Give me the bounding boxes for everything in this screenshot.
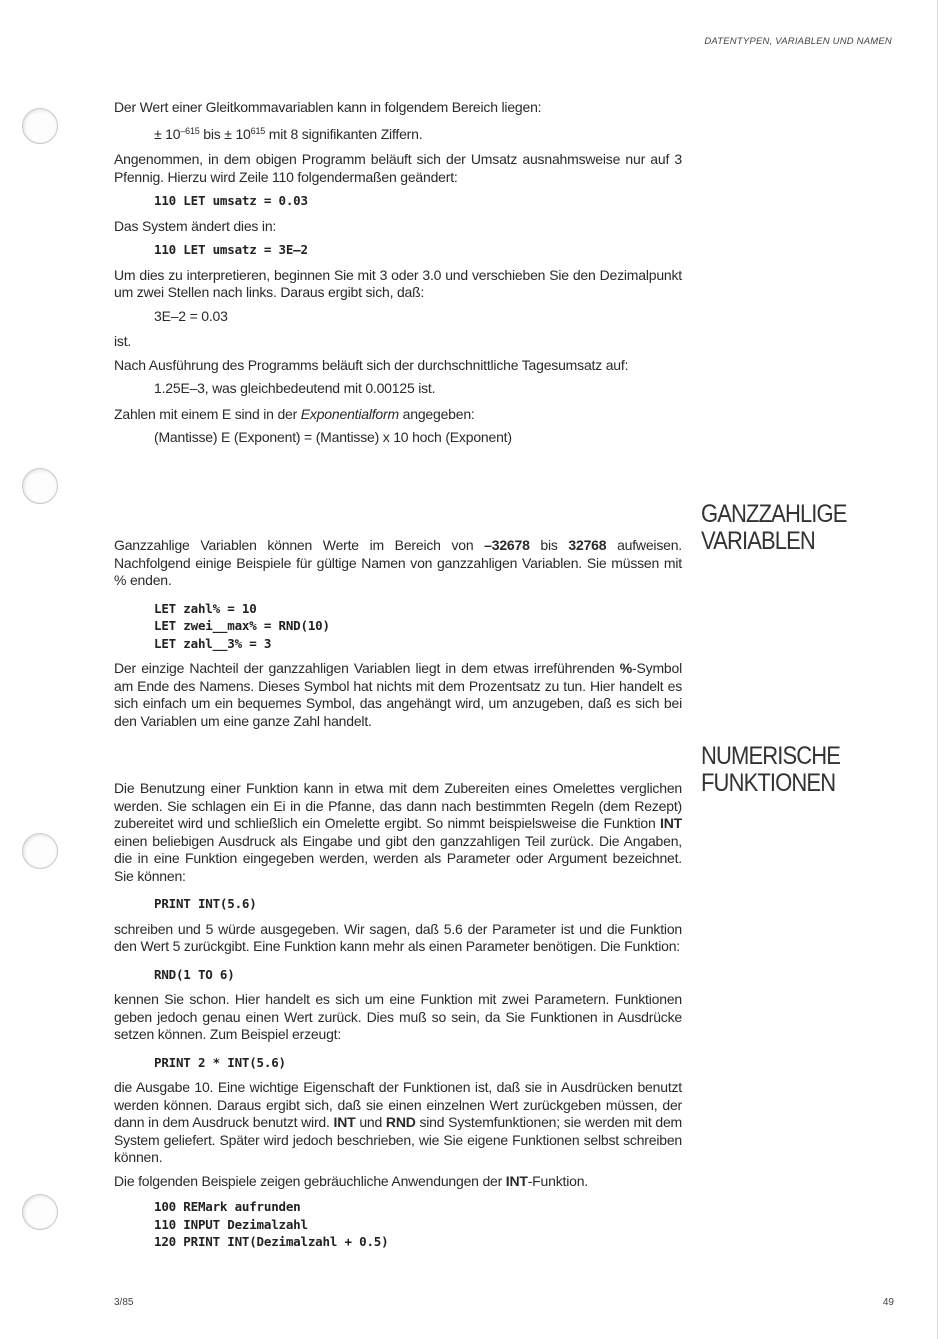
paragraph: ist. [114,333,132,349]
functions-section [114,780,682,1259]
term-exponentialform: Exponentialform [300,405,399,422]
integer-section [114,537,682,736]
code-listing: LET zahl% = 10 LET zwei__max% = RND(10) LET zahl__3% = 3 [154,600,330,651]
footer-date: 3/85 [114,1297,134,1308]
paragraph: Der Wert einer Gleitkommavariablen kann in folgendem Bereich liegen: [114,99,542,115]
float-section [114,99,682,455]
punch-hole-1 [22,108,58,144]
paragraph: Die Benutzung einer Funktion kann in etwa mit dem Zubereiten eines Omelettes verglichen werden. Sie schlagen ein Ei in die Pfanne, das dann nach bestimmten Regeln (dem Rezept) zubereitet wird und schließlich ein Omelette ergibt. So nimmt beispielsweise die Funktion INT einen beliebigen Ausdruck als Eingabe und gibt den ganzzahligen Teil zurück. Die Angaben, die in eine Funktion eingegeben werden, werden als Parameter oder Argument bezeichnet. Sie können: [114,780,682,884]
punch-hole-3 [22,833,58,869]
punch-hole-4 [22,1194,58,1230]
page-edge-line [937,0,938,1339]
paragraph: Die folgenden Beispiele zeigen gebräuchliche Anwendungen der INT-Funktion. [114,1172,588,1189]
punch-hole-2 [22,468,58,504]
paragraph: Zahlen mit einem E sind in der Exponentialform angegeben: [114,405,475,422]
paragraph: Der einzige Nachteil der ganzzahligen Variablen liegt in dem etwas irreführenden %-Symbol am Ende des Namens. Dieses Symbol hat nichts mit dem Prozentsatz zu tun. Hier handelt es sich einfach um ein bequemes Symbol, das angehängt wird, um anzugeben, daß es sich bei den Variablen um eine ganze Zahl handelt. [114,660,682,729]
code-listing: 110 LET umsatz = 3E–2 [154,242,308,257]
equation: 1.25E–3, was gleichbedeutend mit 0.00125 ist. [154,380,436,396]
code-listing: 110 LET umsatz = 0.03 [154,193,308,208]
equation: (Mantisse) E (Exponent) = (Mantisse) x 10 hoch (Exponent) [154,429,512,445]
paragraph: Um dies zu interpretieren, beginnen Sie mit 3 oder 3.0 und verschieben Sie den Dezimalpunkt um zwei Stellen nach links. Daraus ergibt sich, daß: [114,266,682,300]
code-listing: 100 REMark aufrunden 110 INPUT Dezimalzahl 120 PRINT INT(Dezimalzahl + 0.5) [154,1199,389,1249]
equation: 3E–2 = 0.03 [154,307,228,324]
paragraph: Das System ändert dies in: [114,217,277,234]
page-number: 49 [882,1297,894,1308]
running-header: DATENTYPEN, VARIABLEN UND NAMEN [704,36,892,47]
section-heading-ganzzahlige-variablen: GANZZAHLIGE VARIABLEN [701,500,847,555]
paragraph: kennen Sie schon. Hier handelt es sich um eine Funktion mit zwei Parametern. Funktionen geben jedoch genau einen Wert zurück. Dies muß so sein, da Sie Funktionen in Ausdrücke setzen können. Zum Beispiel erzeugt: [114,991,682,1042]
paragraph: Angenommen, in dem obigen Programm beläuft sich der Umsatz ausnahmsweise nur auf 3 Pfennig. Hierzu wird Zeile 110 folgendermaßen geändert: [114,151,682,185]
paragraph: schreiben und 5 würde ausgegeben. Wir sagen, daß 5.6 der Parameter ist und die Funktion den Wert 5 zurückgibt. Eine Funktion kann mehr als einen Parameter benötigen. Die Funktion: [114,920,682,954]
paragraph: Ganzzahlige Variablen können Werte im Bereich von –32678 bis 32768 aufweisen. Nachfolgend einige Beispiele für gültige Namen von ganzzahligen Variablen. Sie müssen mit % enden. [114,537,683,588]
code-listing: PRINT 2 * INT(5.6) [154,1054,286,1070]
code-listing: PRINT INT(5.6) [154,896,257,911]
code-listing: RND(1 TO 6) [154,966,235,982]
section-heading-numerische-funktionen: NUMERISCHE FUNKTIONEN [701,742,841,797]
range-formula: ± $10^{-615}$ bis ± $10^{615}$ mit 8 signifikanten Ziffern. [154,125,423,142]
paragraph: die Ausgabe 10. Eine wichtige Eigenschaft der Funktionen ist, daß sie in Ausdrücken benutzt werden können. Daraus ergibt sich, daß sie einen einzelnen Wert zurückgeben müssen, der dann in dem Ausdruck benutzt wird. INT und RND sind Systemfunktionen; sie werden mit dem System geliefert. Später wird jedoch beschrieben, wie Sie eigene Funktionen selbst schreiben können. [114,1079,682,1165]
paragraph: Nach Ausführung des Programms beläuft sich der durchschnittliche Tagesumsatz auf: [114,356,629,373]
